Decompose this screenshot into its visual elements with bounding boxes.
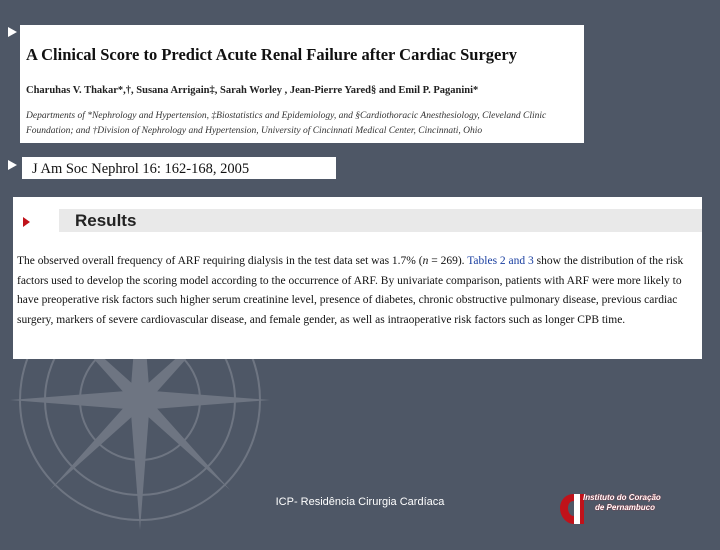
results-text-part: = 269). <box>428 255 468 267</box>
results-paragraph <box>17 252 697 330</box>
institute-logo-text <box>583 493 683 513</box>
bullet-arrow-icon <box>8 27 17 37</box>
n-symbol: n <box>422 255 429 267</box>
results-header-bar <box>59 209 702 232</box>
paper-title: A Clinical Score to Predict Acute Renal Failure after Cardiac Surgery <box>26 45 517 64</box>
bullet-arrow-icon <box>8 160 17 170</box>
tables-link[interactable]: Tables 2 and 3 <box>467 255 534 267</box>
results-text-part: show the distribution of the risk factors used to develop the scoring model according to the occurrence of ARF. By univariate comparison, patients with ARF were more likely to have preoperative risk factors such higher serum creatinine level, presence of diabetes, chronic obstructive pulmonary disease, previous cardiac surgery, markers of severe cardiovascular disease, and female gender, as well as intraoperative risk factors such as longer CPB time. <box>17 255 684 326</box>
paper-header-image <box>20 25 584 143</box>
results-heading: Results <box>75 211 137 230</box>
paper-authors: Charuhas V. Thakar*,†, Susana Arrigain‡, Sarah Worley , Jean-Pierre Yared§ and Emil P. Paganini* <box>26 85 479 96</box>
slide-footer: ICP- Residência Cirurgia Cardíaca <box>275 496 445 508</box>
journal-citation: J Am Soc Nephrol 16: 162-168, 2005 <box>22 157 336 179</box>
paper-affiliation: Departments of *Nephrology and Hypertension, ‡Biostatistics and Epidemiology, and §Cardiothoracic Anesthesiology, Cleveland Clinic Foundation; and †Division of Nephrology and Hypertension, University of Cincinnati Medical Center, Cincinnati, Ohio <box>26 111 547 136</box>
logo-line: de Pernambuco <box>595 503 656 512</box>
logo-line: Instituto do Coração <box>583 493 661 502</box>
results-text-part: The observed overall frequency of ARF requiring dialysis in the test data set was 1.7% ( <box>17 255 423 267</box>
results-excerpt-image <box>13 197 702 359</box>
section-arrow-icon <box>23 217 30 227</box>
